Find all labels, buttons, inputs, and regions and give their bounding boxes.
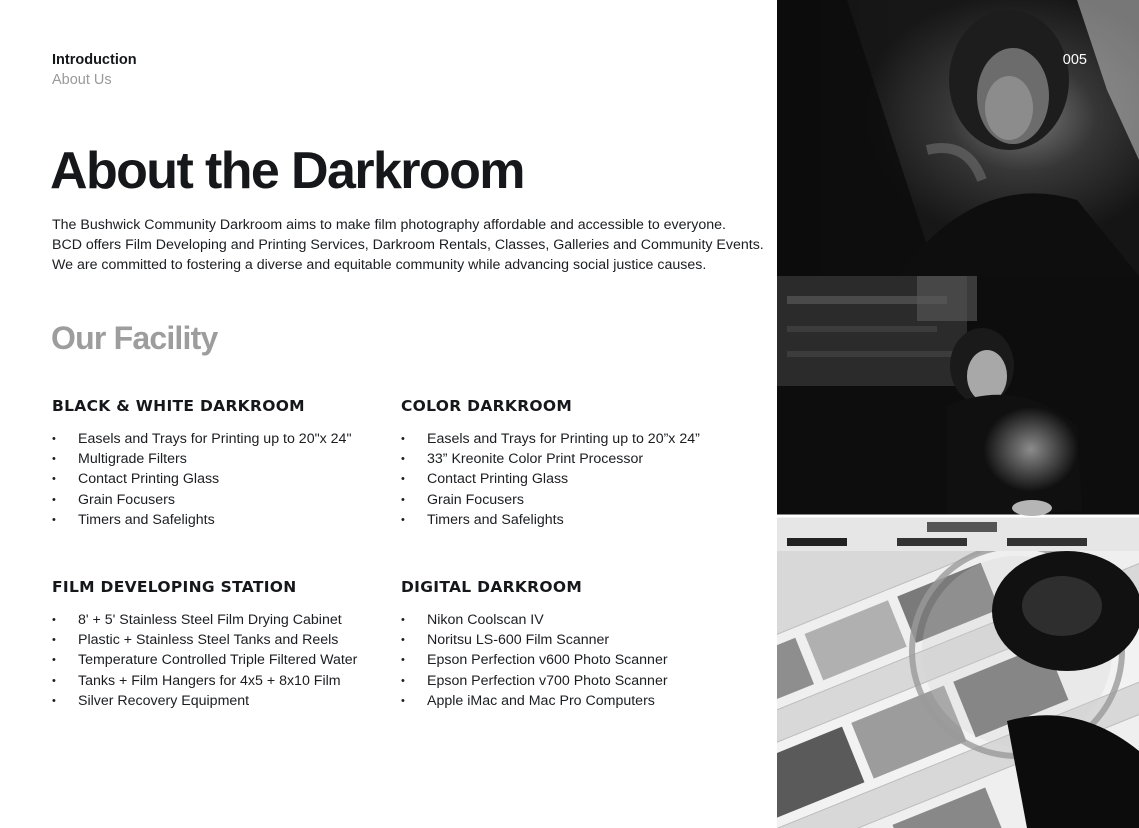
list-item xyxy=(401,469,700,489)
list-item xyxy=(52,671,357,691)
intro-line: The Bushwick Community Darkroom aims to make film photography affordable and accessible to everyone. xyxy=(52,217,726,233)
list-item xyxy=(401,449,700,469)
list-item-label: Silver Recovery Equipment xyxy=(78,692,250,709)
photo-column xyxy=(777,0,1139,828)
list-item-label: Tanks + Film Hangers for 4x5 + 8x10 Film xyxy=(78,672,341,689)
bullet-icon: • xyxy=(401,654,405,667)
list-item-label: Epson Perfection v700 Photo Scanner xyxy=(427,672,668,689)
bullet-icon: • xyxy=(52,634,56,647)
list-item-label: Grain Focusers xyxy=(78,491,175,508)
list-item xyxy=(52,691,357,711)
bullet-icon: • xyxy=(401,433,405,445)
facility-list xyxy=(52,610,357,711)
darkroom-photo-icon xyxy=(777,276,1139,551)
bullet-icon: • xyxy=(401,614,405,626)
facility-title: FILM DEVELOPING STATION xyxy=(52,578,297,596)
list-item xyxy=(401,671,668,691)
list-item-label: Easels and Trays for Printing up to 20”x 24” xyxy=(427,431,700,447)
list-item-label: Epson Perfection v600 Photo Scanner xyxy=(427,652,668,669)
bullet-icon: • xyxy=(52,493,56,506)
intro-line: BCD offers Film Developing and Printing Services, Darkroom Rentals, Classes, Galleries and Community Events. xyxy=(52,237,764,254)
list-item-label: 33” Kreonite Color Print Processor xyxy=(427,451,644,468)
bullet-icon: • xyxy=(52,513,56,526)
list-item-label: Timers and Safelights xyxy=(78,511,215,528)
facility-title: BLACK & WHITE DARKROOM xyxy=(52,397,305,415)
list-item xyxy=(401,510,700,530)
facility-list xyxy=(52,429,351,530)
list-item-label: Multigrade Filters xyxy=(78,451,187,468)
portrait-photo-icon xyxy=(777,0,1139,276)
breadcrumb-subtitle: About Us xyxy=(52,72,112,88)
list-item-label: Contact Printing Glass xyxy=(427,471,569,488)
facility-bw-darkroom xyxy=(52,396,392,528)
bullet-icon: • xyxy=(52,654,56,667)
list-item-label: Timers and Safelights xyxy=(427,511,564,528)
list-item-label: Temperature Controlled Triple Filtered Water xyxy=(78,652,358,669)
list-item xyxy=(52,449,351,469)
list-item xyxy=(401,630,668,650)
list-item xyxy=(52,610,357,630)
facility-color-darkroom xyxy=(401,396,741,528)
facility-heading: Our Facility xyxy=(51,320,218,356)
list-item-label: Contact Printing Glass xyxy=(78,471,220,488)
bullet-icon: • xyxy=(52,473,56,486)
list-item-label: 8' + 5' Stainless Steel Film Drying Cabinet xyxy=(78,612,342,628)
list-item xyxy=(401,429,700,449)
list-item xyxy=(52,490,351,510)
facility-title: DIGITAL DARKROOM xyxy=(401,578,583,596)
page-number: 005 xyxy=(1062,52,1087,68)
page-title: About the Darkroom xyxy=(50,142,524,200)
list-item-label: Plastic + Stainless Steel Tanks and Reels xyxy=(78,632,339,649)
list-item xyxy=(52,429,351,449)
bullet-icon: • xyxy=(401,674,405,687)
bullet-icon: • xyxy=(52,453,56,466)
list-item xyxy=(52,469,351,489)
list-item-label: Grain Focusers xyxy=(427,491,524,508)
facility-list xyxy=(401,610,668,711)
bullet-icon: • xyxy=(401,513,405,526)
intro-paragraph xyxy=(52,215,764,276)
list-item-label: Nikon Coolscan IV xyxy=(427,612,544,628)
bullet-icon: • xyxy=(401,493,405,506)
bullet-icon: • xyxy=(401,634,405,647)
list-item-label: Apple iMac and Mac Pro Computers xyxy=(427,692,655,709)
bullet-icon: • xyxy=(401,473,405,486)
list-item-label: Easels and Trays for Printing up to 20"x 24" xyxy=(78,431,352,447)
film-negatives-photo-icon xyxy=(777,551,1139,828)
bullet-icon: • xyxy=(401,694,405,707)
list-item xyxy=(401,490,700,510)
list-item xyxy=(401,650,668,670)
bullet-icon: • xyxy=(52,694,56,707)
list-item xyxy=(52,630,357,650)
bullet-icon: • xyxy=(52,674,56,687)
breadcrumb-title: Introduction xyxy=(52,52,137,68)
list-item xyxy=(401,691,668,711)
bullet-icon: • xyxy=(52,433,56,445)
facility-list xyxy=(401,429,700,530)
intro-line: We are committed to fostering a diverse and equitable community while advancing social justice causes. xyxy=(52,257,707,274)
facility-film-developing xyxy=(52,577,392,709)
list-item xyxy=(52,650,357,670)
list-item-label: Noritsu LS-600 Film Scanner xyxy=(427,632,610,649)
bullet-icon: • xyxy=(401,453,405,466)
bullet-icon: • xyxy=(52,614,56,626)
list-item xyxy=(401,610,668,630)
facility-digital-darkroom xyxy=(401,577,741,709)
facility-title: COLOR DARKROOM xyxy=(401,397,573,415)
list-item xyxy=(52,510,351,530)
